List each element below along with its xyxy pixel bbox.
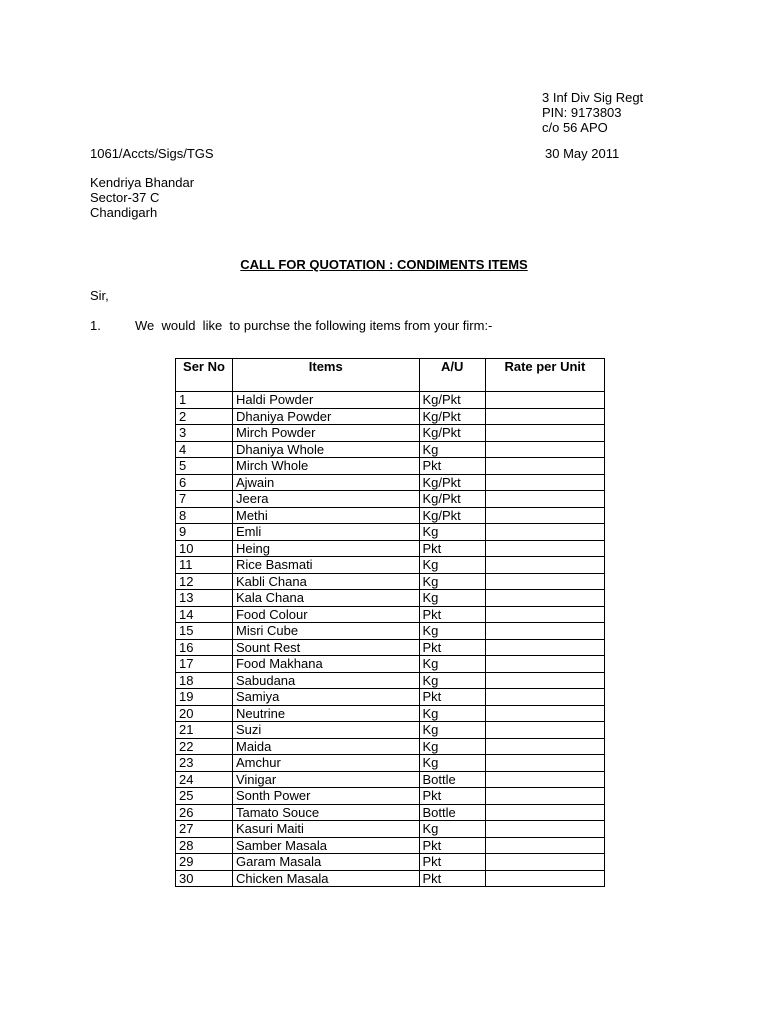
cell-ser-no: 23 <box>176 755 233 772</box>
cell-rate <box>485 771 604 788</box>
cell-rate <box>485 540 604 557</box>
letter-date: 30 May 2011 <box>545 146 620 161</box>
table-row <box>176 788 605 805</box>
cell-rate <box>485 672 604 689</box>
cell-au: Pkt <box>419 458 485 475</box>
cell-rate <box>485 755 604 772</box>
cell-ser-no: 6 <box>176 474 233 491</box>
cell-item: Samiya <box>232 689 419 706</box>
table-row <box>176 524 605 541</box>
header-rate: Rate per Unit <box>485 359 604 392</box>
recipient-address <box>90 175 194 220</box>
cell-ser-no: 12 <box>176 573 233 590</box>
cell-ser-no: 20 <box>176 705 233 722</box>
cell-ser-no: 7 <box>176 491 233 508</box>
cell-au: Pkt <box>419 639 485 656</box>
cell-ser-no: 13 <box>176 590 233 607</box>
cell-au: Kg <box>419 821 485 838</box>
cell-item: Food Colour <box>232 606 419 623</box>
cell-au: Kg <box>419 722 485 739</box>
cell-item: Sabudana <box>232 672 419 689</box>
cell-au: Kg <box>419 590 485 607</box>
cell-item: Sount Rest <box>232 639 419 656</box>
cell-item: Misri Cube <box>232 623 419 640</box>
cell-au: Kg <box>419 705 485 722</box>
cell-rate <box>485 689 604 706</box>
table-row <box>176 689 605 706</box>
cell-item: Haldi Powder <box>232 392 419 409</box>
cell-ser-no: 25 <box>176 788 233 805</box>
cell-ser-no: 26 <box>176 804 233 821</box>
table-row <box>176 590 605 607</box>
cell-au: Pkt <box>419 788 485 805</box>
cell-ser-no: 2 <box>176 408 233 425</box>
cell-au: Kg <box>419 656 485 673</box>
table-row <box>176 458 605 475</box>
cell-ser-no: 28 <box>176 837 233 854</box>
cell-rate <box>485 656 604 673</box>
table-row <box>176 804 605 821</box>
items-table <box>175 358 605 887</box>
cell-ser-no: 22 <box>176 738 233 755</box>
cell-item: Vinigar <box>232 771 419 788</box>
cell-rate <box>485 524 604 541</box>
table-row <box>176 623 605 640</box>
sender-address <box>542 90 643 135</box>
cell-rate <box>485 804 604 821</box>
cell-rate <box>485 408 604 425</box>
cell-rate <box>485 738 604 755</box>
cell-item: Neutrine <box>232 705 419 722</box>
cell-au: Pkt <box>419 837 485 854</box>
cell-au: Kg/Pkt <box>419 408 485 425</box>
recipient-line: Kendriya Bhandar <box>90 175 195 190</box>
cell-rate <box>485 623 604 640</box>
table-row <box>176 738 605 755</box>
cell-ser-no: 30 <box>176 870 233 887</box>
cell-au: Pkt <box>419 854 485 871</box>
cell-au: Pkt <box>419 606 485 623</box>
cell-rate <box>485 507 604 524</box>
cell-rate <box>485 606 604 623</box>
paragraph-text: We would like to purchse the following items from your firm:- <box>135 318 493 333</box>
cell-item: Kabli Chana <box>232 573 419 590</box>
salutation: Sir, <box>90 288 109 303</box>
cell-item: Amchur <box>232 755 419 772</box>
cell-ser-no: 1 <box>176 392 233 409</box>
cell-au: Bottle <box>419 804 485 821</box>
cell-au: Bottle <box>419 771 485 788</box>
sender-line: PIN: 9173803 <box>542 105 622 120</box>
cell-ser-no: 18 <box>176 672 233 689</box>
table-row <box>176 441 605 458</box>
cell-ser-no: 4 <box>176 441 233 458</box>
cell-item: Ajwain <box>232 474 419 491</box>
cell-item: Garam Masala <box>232 854 419 871</box>
cell-item: Maida <box>232 738 419 755</box>
cell-rate <box>485 392 604 409</box>
recipient-line: Sector-37 C <box>90 190 160 205</box>
recipient-line: Chandigarh <box>90 205 158 220</box>
cell-au: Pkt <box>419 689 485 706</box>
cell-ser-no: 10 <box>176 540 233 557</box>
cell-rate <box>485 441 604 458</box>
table-row <box>176 656 605 673</box>
cell-au: Kg <box>419 738 485 755</box>
cell-item: Methi <box>232 507 419 524</box>
cell-rate <box>485 590 604 607</box>
cell-ser-no: 11 <box>176 557 233 574</box>
cell-rate <box>485 573 604 590</box>
cell-item: Suzi <box>232 722 419 739</box>
cell-item: Dhaniya Whole <box>232 441 419 458</box>
cell-rate <box>485 474 604 491</box>
header-ser-no: Ser No <box>176 359 233 392</box>
cell-ser-no: 24 <box>176 771 233 788</box>
sender-line: 3 Inf Div Sig Regt <box>542 90 644 105</box>
table-row <box>176 639 605 656</box>
header-items: Items <box>232 359 419 392</box>
table-row <box>176 540 605 557</box>
cell-rate <box>485 837 604 854</box>
table-row <box>176 408 605 425</box>
table-body <box>176 392 605 887</box>
cell-ser-no: 16 <box>176 639 233 656</box>
paragraph-number: 1. <box>90 318 101 333</box>
table-row <box>176 573 605 590</box>
cell-item: Kala Chana <box>232 590 419 607</box>
cell-item: Chicken Masala <box>232 870 419 887</box>
cell-au: Kg <box>419 524 485 541</box>
cell-item: Sonth Power <box>232 788 419 805</box>
table-row <box>176 606 605 623</box>
cell-ser-no: 14 <box>176 606 233 623</box>
table-row <box>176 854 605 871</box>
cell-au: Pkt <box>419 540 485 557</box>
cell-rate <box>485 722 604 739</box>
cell-rate <box>485 425 604 442</box>
cell-rate <box>485 639 604 656</box>
cell-item: Rice Basmati <box>232 557 419 574</box>
table-row <box>176 672 605 689</box>
cell-item: Samber Masala <box>232 837 419 854</box>
cell-item: Heing <box>232 540 419 557</box>
table-row <box>176 392 605 409</box>
cell-au: Kg/Pkt <box>419 507 485 524</box>
cell-au: Kg <box>419 623 485 640</box>
table-row <box>176 722 605 739</box>
cell-ser-no: 3 <box>176 425 233 442</box>
cell-au: Kg/Pkt <box>419 425 485 442</box>
table-row <box>176 870 605 887</box>
cell-au: Kg/Pkt <box>419 392 485 409</box>
cell-au: Kg <box>419 672 485 689</box>
cell-rate <box>485 458 604 475</box>
sender-line: c/o 56 APO <box>542 120 608 135</box>
cell-rate <box>485 491 604 508</box>
cell-item: Emli <box>232 524 419 541</box>
cell-au: Kg/Pkt <box>419 474 485 491</box>
cell-rate <box>485 854 604 871</box>
cell-item: Jeera <box>232 491 419 508</box>
table-row <box>176 771 605 788</box>
cell-item: Kasuri Maiti <box>232 821 419 838</box>
table-row <box>176 557 605 574</box>
table-row <box>176 474 605 491</box>
cell-item: Dhaniya Powder <box>232 408 419 425</box>
cell-rate <box>485 788 604 805</box>
cell-ser-no: 17 <box>176 656 233 673</box>
cell-rate <box>485 705 604 722</box>
table-row <box>176 425 605 442</box>
table-row <box>176 507 605 524</box>
subject-heading: CALL FOR QUOTATION : CONDIMENTS ITEMS <box>240 257 528 272</box>
table-row <box>176 491 605 508</box>
cell-rate <box>485 870 604 887</box>
table-row <box>176 821 605 838</box>
cell-item: Tamato Souce <box>232 804 419 821</box>
cell-rate <box>485 821 604 838</box>
cell-au: Kg <box>419 755 485 772</box>
header-au: A/U <box>419 359 485 392</box>
cell-au: Kg <box>419 441 485 458</box>
table-header-row <box>176 359 605 392</box>
cell-item: Food Makhana <box>232 656 419 673</box>
cell-ser-no: 21 <box>176 722 233 739</box>
cell-au: Kg <box>419 557 485 574</box>
cell-ser-no: 9 <box>176 524 233 541</box>
reference-number: 1061/Accts/Sigs/TGS <box>90 146 214 161</box>
cell-ser-no: 8 <box>176 507 233 524</box>
cell-ser-no: 5 <box>176 458 233 475</box>
cell-ser-no: 27 <box>176 821 233 838</box>
cell-au: Kg <box>419 573 485 590</box>
table-row <box>176 837 605 854</box>
cell-au: Pkt <box>419 870 485 887</box>
table-row <box>176 705 605 722</box>
cell-item: Mirch Whole <box>232 458 419 475</box>
cell-au: Kg/Pkt <box>419 491 485 508</box>
cell-item: Mirch Powder <box>232 425 419 442</box>
cell-ser-no: 19 <box>176 689 233 706</box>
cell-rate <box>485 557 604 574</box>
cell-ser-no: 29 <box>176 854 233 871</box>
cell-ser-no: 15 <box>176 623 233 640</box>
table-row <box>176 755 605 772</box>
